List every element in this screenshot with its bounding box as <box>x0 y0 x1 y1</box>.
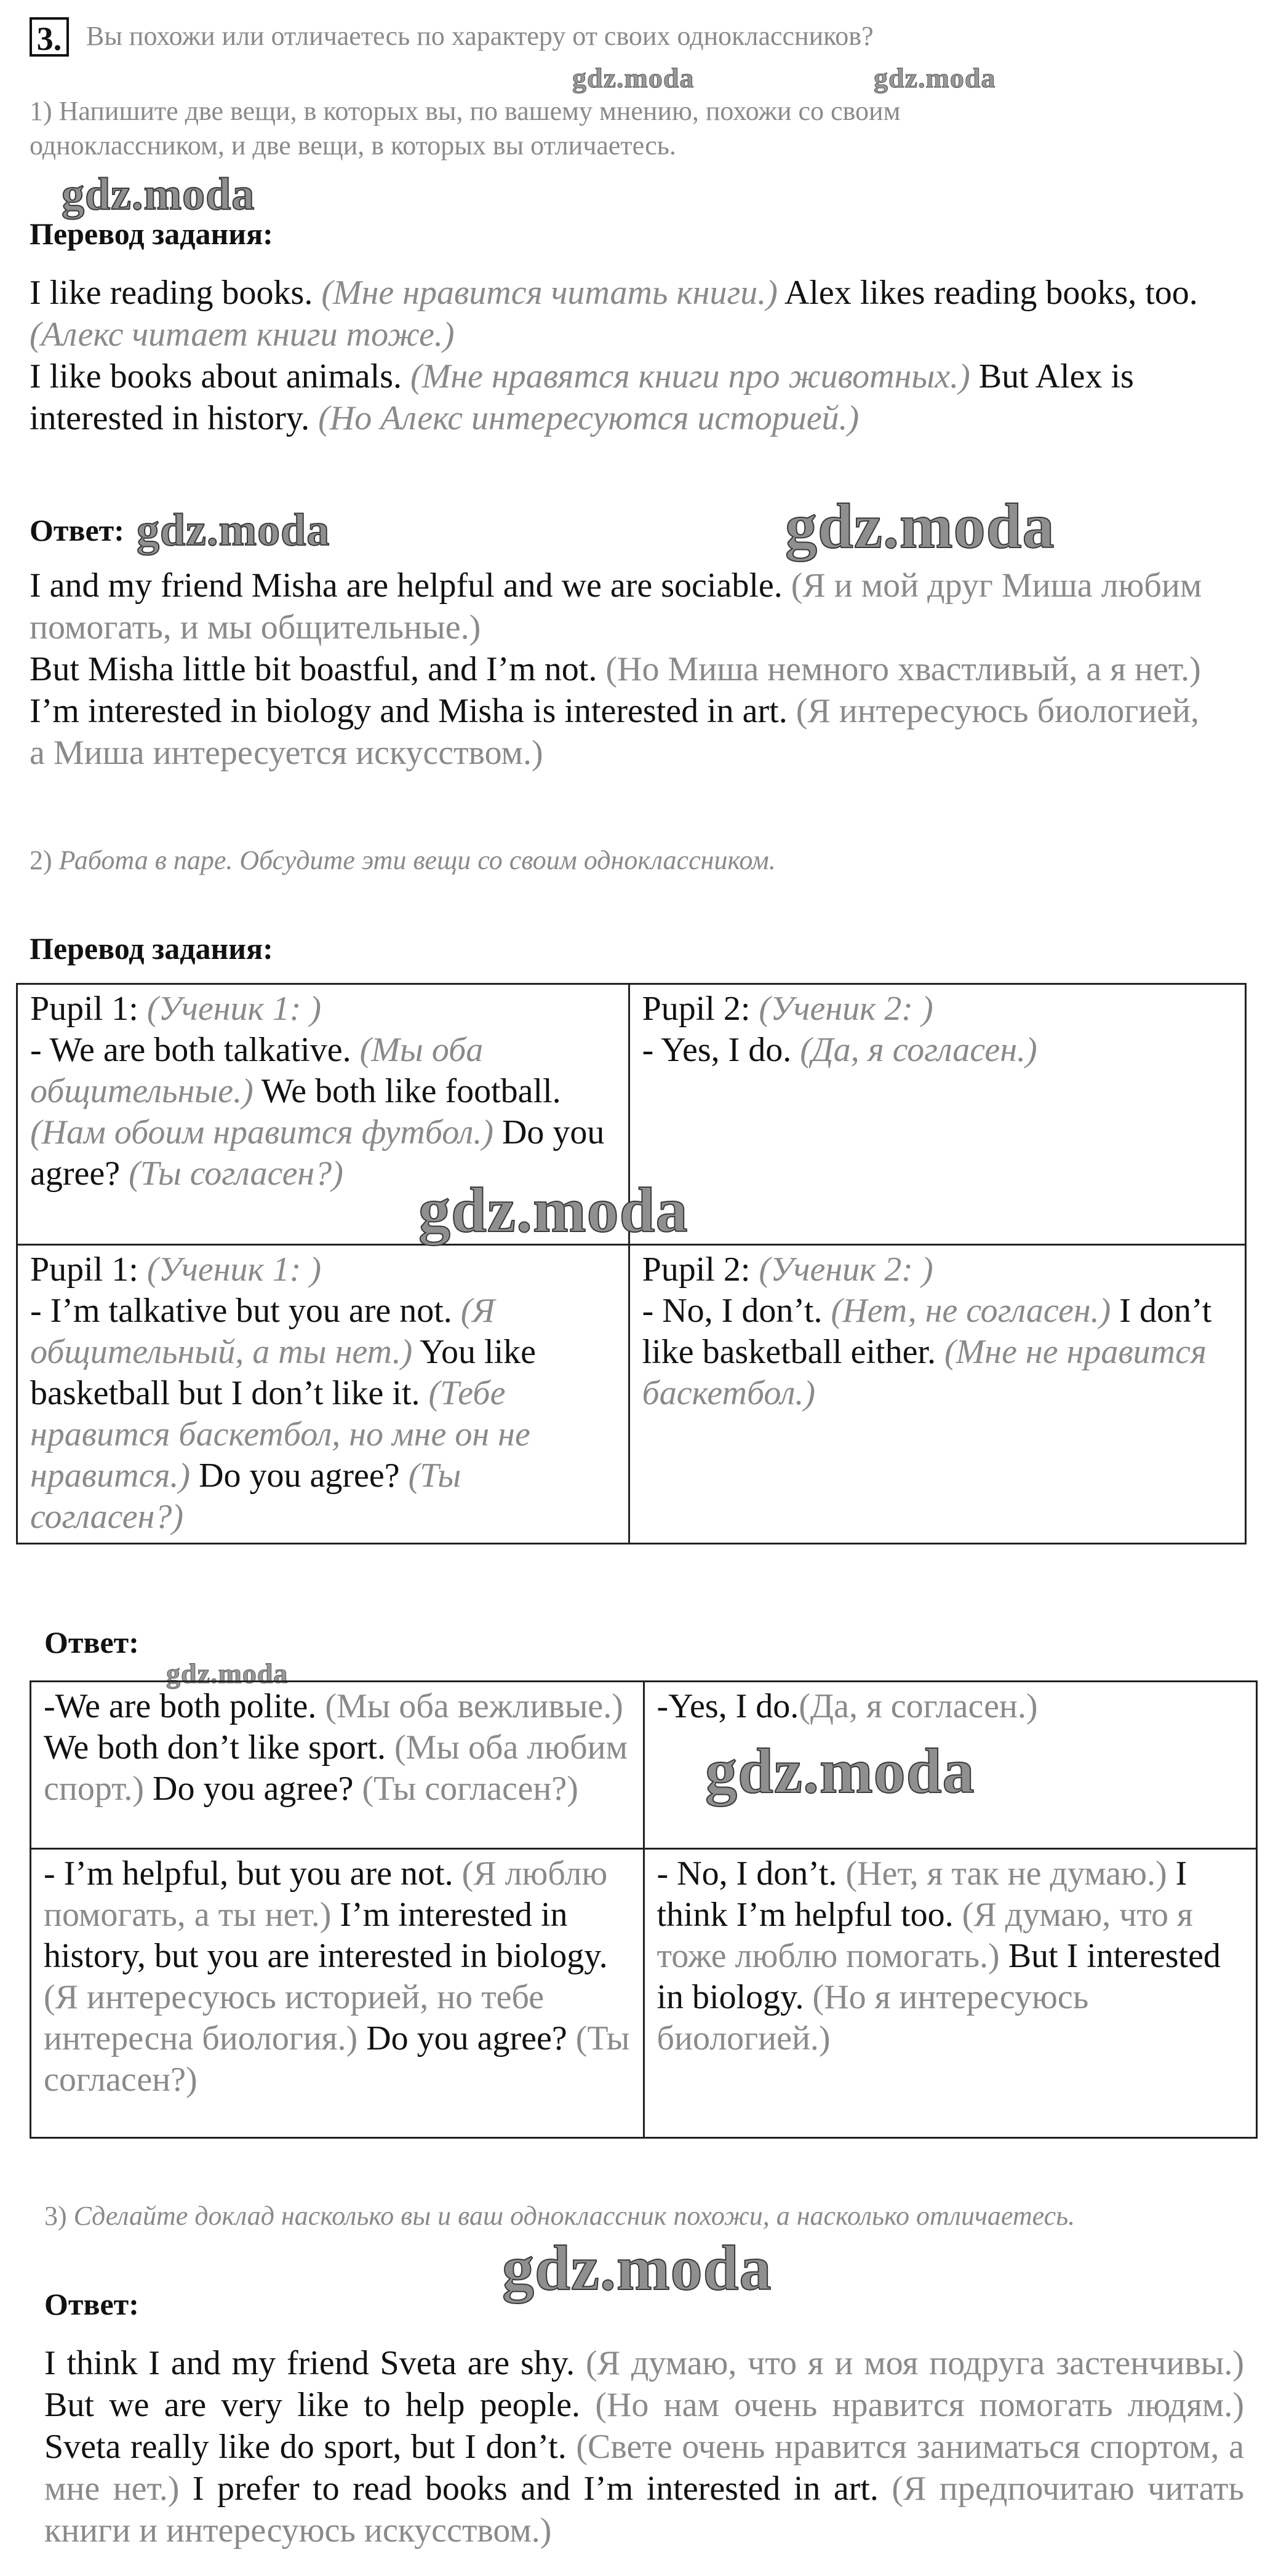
sentence-ru: (Но Миша немного хвастливый, а я нет.) <box>605 650 1201 688</box>
sentence-ru: (Да, я согласен.) <box>799 1687 1038 1725</box>
sentence-en: - Yes, I do. <box>642 1031 792 1069</box>
part1-instruction-line1: 1) Напишите две вещи, в которых вы, по вашему мнению, похожи со своим <box>30 96 901 126</box>
table-cell <box>17 1245 629 1544</box>
watermark: gdz.moda <box>62 169 255 220</box>
sentence-en: Alex likes reading books, too. <box>784 274 1198 312</box>
sentence-en: I’m interested in history, but you are interested in biology. <box>44 1896 608 1975</box>
sentence-en: I think I and my friend Sveta are shy. <box>44 2344 575 2382</box>
part3-instruction <box>44 2198 1075 2234</box>
sentence-en: You like basketball but I don’t like it. <box>30 1333 536 1412</box>
watermark: gdz.moda <box>874 62 996 93</box>
part1-answer-heading: Ответ: <box>30 513 124 547</box>
sentence-en: Do you agree? <box>366 2019 567 2057</box>
pupil-label-ru: (Ученик 1: ) <box>146 990 321 1028</box>
sentence-ru: (Я интересуюсь историей, но тебе интересна биология.) <box>44 1978 545 2057</box>
sentence-ru: (Я думаю, что я тоже люблю помогать.) <box>656 1896 1193 1975</box>
table-cell <box>644 1849 1257 2138</box>
sentence-en: - We are both talkative. <box>30 1031 351 1069</box>
task-number: 3. <box>30 17 69 57</box>
table-cell <box>31 1849 644 2138</box>
pupil-label: Pupil 1: <box>30 990 138 1028</box>
sentence-en: But I interested in biology. <box>656 1937 1221 2016</box>
sentence-ru: (Я люблю помогать, а ты нет.) <box>44 1854 608 1934</box>
part3-instruction-num: 3) <box>44 2201 67 2231</box>
part2-translation-heading: Перевод задания: <box>30 931 273 966</box>
sentence-en: But Alex is interested in history. <box>30 357 1134 437</box>
sentence-ru: (Нет, я так не думаю.) <box>845 1854 1167 1893</box>
sentence-en: Do you agree? <box>199 1457 400 1495</box>
answer-table <box>30 1680 1258 2139</box>
sentence-ru: (Мы оба общительные.) <box>30 1031 484 1110</box>
part2-instruction-text: Работа в паре. Обсудите эти вещи со своим одноклассником. <box>58 845 776 875</box>
sentence-ru: (Мы оба любим спорт.) <box>44 1728 628 1808</box>
sentence-en: I like books about animals. <box>30 357 402 396</box>
pupil-label-ru: (Ученик 1: ) <box>146 1250 321 1289</box>
sentence-ru: (Тебе нравится баскетбол, но мне он не нравится.) <box>30 1374 530 1495</box>
sentence-ru: (Да, я согласен.) <box>800 1031 1037 1069</box>
sentence-en: We both don’t like sport. <box>44 1728 386 1767</box>
table-cell <box>629 984 1245 1245</box>
pupil-label-ru: (Ученик 2: ) <box>759 1250 933 1289</box>
part3-instruction-text: Сделайте доклад насколько вы и ваш одноклассник похожи, а насколько отличаетесь. <box>73 2201 1075 2231</box>
table-row <box>31 1682 1257 1849</box>
table-row <box>17 1245 1246 1544</box>
pupil-label: Pupil 1: <box>30 1250 138 1289</box>
sentence-ru: (Ты согласен?) <box>30 1457 461 1536</box>
sentence-ru: (Я и мой друг Миша любим помогать, и мы общительные.) <box>30 566 1202 646</box>
sentence-ru: (Мне нравится читать книги.) <box>321 274 778 312</box>
part1-translation <box>30 272 1217 439</box>
sentence-en: But we are very like to help people. <box>44 2386 581 2424</box>
sentence-en: -We are both polite. <box>44 1687 317 1725</box>
sentence-en: - I’m talkative but you are not. <box>30 1292 452 1330</box>
sentence-en: Sveta really like do sport, but I don’t. <box>44 2428 567 2466</box>
part2-instruction-num: 2) <box>30 845 52 875</box>
sentence-en: I prefer to read books and I’m interested in art. <box>192 2470 879 2508</box>
sentence-ru: (Мы оба вежливые.) <box>325 1687 623 1725</box>
sentence-en: - No, I don’t. <box>656 1854 837 1893</box>
watermark: gdz.moda <box>137 505 330 555</box>
sentence-ru: (Я общительный, а ты нет.) <box>30 1292 495 1371</box>
table-row <box>31 1849 1257 2138</box>
sentence-en: Do you agree? <box>153 1770 354 1808</box>
pupil-label: Pupil 2: <box>642 1250 751 1289</box>
watermark: gdz.moda <box>502 2233 772 2304</box>
sentence-ru: (Ты согласен?) <box>44 2019 630 2099</box>
pupil-label: Pupil 2: <box>642 990 751 1028</box>
sentence-en: I like reading books. <box>30 274 313 312</box>
part1-translation-heading: Перевод задания: <box>30 217 273 251</box>
sentence-ru: (Ты согласен?) <box>362 1770 578 1808</box>
sentence-ru: (Ты согласен?) <box>129 1155 343 1193</box>
sentence-en: I don’t like basketball either. <box>642 1292 1212 1371</box>
sentence-ru: (Нет, не согласен.) <box>831 1292 1111 1330</box>
sentence-ru: (Но нам очень нравится помогать людям.) <box>595 2386 1245 2424</box>
sentence-ru: (Я предпочитаю читать книги и интересуюсь искусством.) <box>44 2470 1245 2550</box>
sentence-en: We both like football. <box>261 1072 561 1110</box>
sentence-ru: (Я думаю, что я и моя подруга застенчивы.) <box>586 2344 1245 2382</box>
watermark: gdz.moda <box>418 1175 688 1246</box>
translation-table <box>16 983 1247 1544</box>
part3-answer <box>44 2342 1244 2551</box>
sentence-ru: (Мне нравятся книги про животных.) <box>410 357 970 396</box>
sentence-ru: (Но Алекс интересуются историей.) <box>318 399 860 437</box>
sentence-ru: (Алекс читает книги тоже.) <box>30 316 455 354</box>
sentence-en: -Yes, I do. <box>656 1687 799 1725</box>
table-cell <box>31 1682 644 1849</box>
watermark: gdz.moda <box>572 62 695 93</box>
sentence-ru: (Свете очень нравится заниматься спортом, а мне нет.) <box>44 2428 1244 2508</box>
sentence-ru: (Нам обоим нравится футбол.) <box>30 1113 493 1151</box>
part1-instruction-line2: одноклассником, и две вещи, в которых вы отличаетесь. <box>30 130 676 161</box>
sentence-ru: (Но я интересуюсь биологией.) <box>656 1978 1089 2057</box>
sentence-en: I think I’m helpful too. <box>656 1854 1187 1934</box>
part2-instruction <box>30 843 776 878</box>
sentence-ru: (Мне не нравится баскетбол.) <box>642 1333 1207 1412</box>
sentence-en: - I’m helpful, but you are not. <box>44 1854 453 1893</box>
part3-answer-heading: Ответ: <box>44 2287 139 2321</box>
watermark: gdz.moda <box>705 1736 975 1807</box>
pupil-label-ru: (Ученик 2: ) <box>759 990 933 1028</box>
sentence-en: I and my friend Misha are helpful and we are sociable. <box>30 566 783 605</box>
sentence-en: - No, I don’t. <box>642 1292 823 1330</box>
sentence-en: But Misha little bit boastful, and I’m not. <box>30 650 597 688</box>
task-question: Вы похожи или отличаетесь по характеру от своих одноклассников? <box>86 21 874 51</box>
watermark: gdz.moda <box>785 491 1055 562</box>
sentence-en: Do you agree? <box>30 1113 605 1193</box>
part2-answer-heading: Ответ: <box>44 1625 139 1660</box>
sentence-ru: (Я интересуюсь биологией, а Миша интересуется искусством.) <box>30 692 1200 772</box>
part1-answer <box>30 565 1217 774</box>
sentence-en: I’m interested in biology and Misha is interested in art. <box>30 692 788 730</box>
table-cell <box>629 1245 1245 1544</box>
watermark: gdz.moda <box>166 1658 289 1689</box>
